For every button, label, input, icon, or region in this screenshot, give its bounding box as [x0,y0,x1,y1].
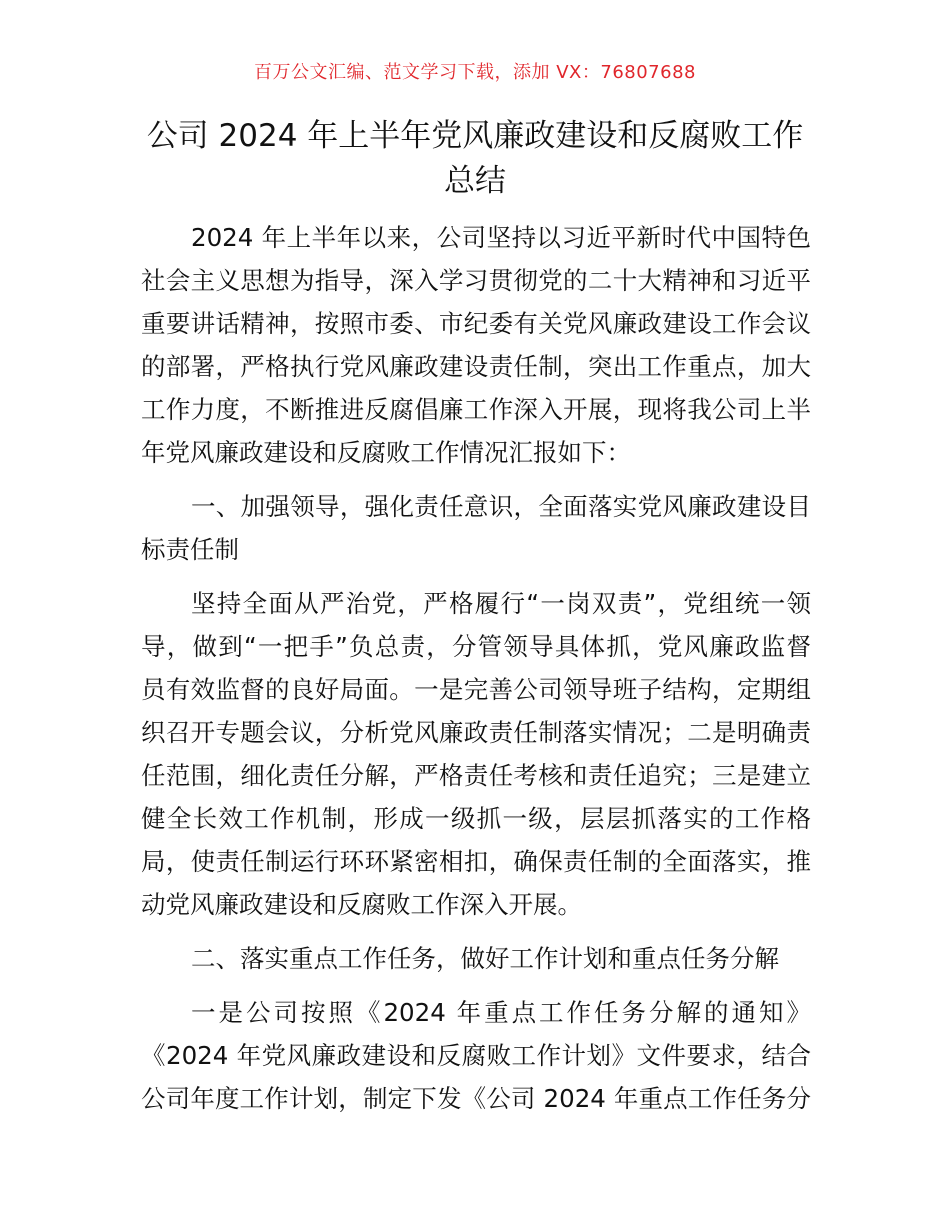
paragraph [141,582,811,926]
text-line: 一、加强领导，强化责任意识，全面落实党风廉政建设目 [191,492,811,521]
document-title [130,114,820,204]
text-line: 公司年度工作计划，制定下发《公司 2024 年重点工作任务分 [141,1084,811,1113]
watermark-banner: 百万公文汇编、范文学习下载，添加 VX：76807688 [254,62,696,83]
text-line: 二、落实重点工作任务，做好工作计划和重点任务分解 [191,944,779,973]
paragraph [141,216,811,474]
text-line: 标责任制 [141,535,239,564]
text-line: 健全长效工作机制，形成一级抓一级，层层抓落实的工作格 [141,804,811,833]
text-line: 社会主义思想为指导，深入学习贯彻党的二十大精神和习近平 [141,266,811,295]
text-line: 导，做到“一把手”负总责，分管领导具体抓，党风廉政监督 [141,632,811,661]
text-line: 动党风廉政建设和反腐败工作深入开展。 [141,890,582,919]
text-line: 重要讲话精神，按照市委、市纪委有关党风廉政建设工作会议 [141,309,811,338]
text-line: 工作力度，不断推进反腐倡廉工作深入开展，现将我公司上半 [141,395,811,424]
title-line: 总结 [444,163,506,199]
title-line: 公司 2024 年上半年党风廉政建设和反腐败工作 [146,118,804,154]
text-line: 一是公司按照《2024 年重点工作任务分解的通知》 [191,998,811,1027]
text-line: 《2024 年党风廉政建设和反腐败工作计划》文件要求，结合 [141,1041,811,1070]
text-line: 2024 年上半年以来，公司坚持以习近平新时代中国特色 [191,223,811,252]
text-line: 员有效监督的良好局面。一是完善公司领导班子结构，定期组 [141,675,811,704]
text-line: 的部署，严格执行党风廉政建设责任制，突出工作重点，加大 [141,352,811,381]
section-heading [141,485,811,571]
section-heading [141,937,811,980]
text-line: 坚持全面从严治党，严格履行“一岗双责”，党组统一领 [191,589,811,618]
text-line: 织召开专题会议，分析党风廉政责任制落实情况；二是明确责 [141,718,811,747]
text-line: 任范围，细化责任分解，严格责任考核和责任追究；三是建立 [141,761,811,790]
text-line: 年党风廉政建设和反腐败工作情况汇报如下： [141,438,631,467]
text-line: 局，使责任制运行环环紧密相扣，确保责任制的全面落实，推 [141,847,811,876]
document-body [141,216,811,1131]
paragraph [141,991,811,1120]
